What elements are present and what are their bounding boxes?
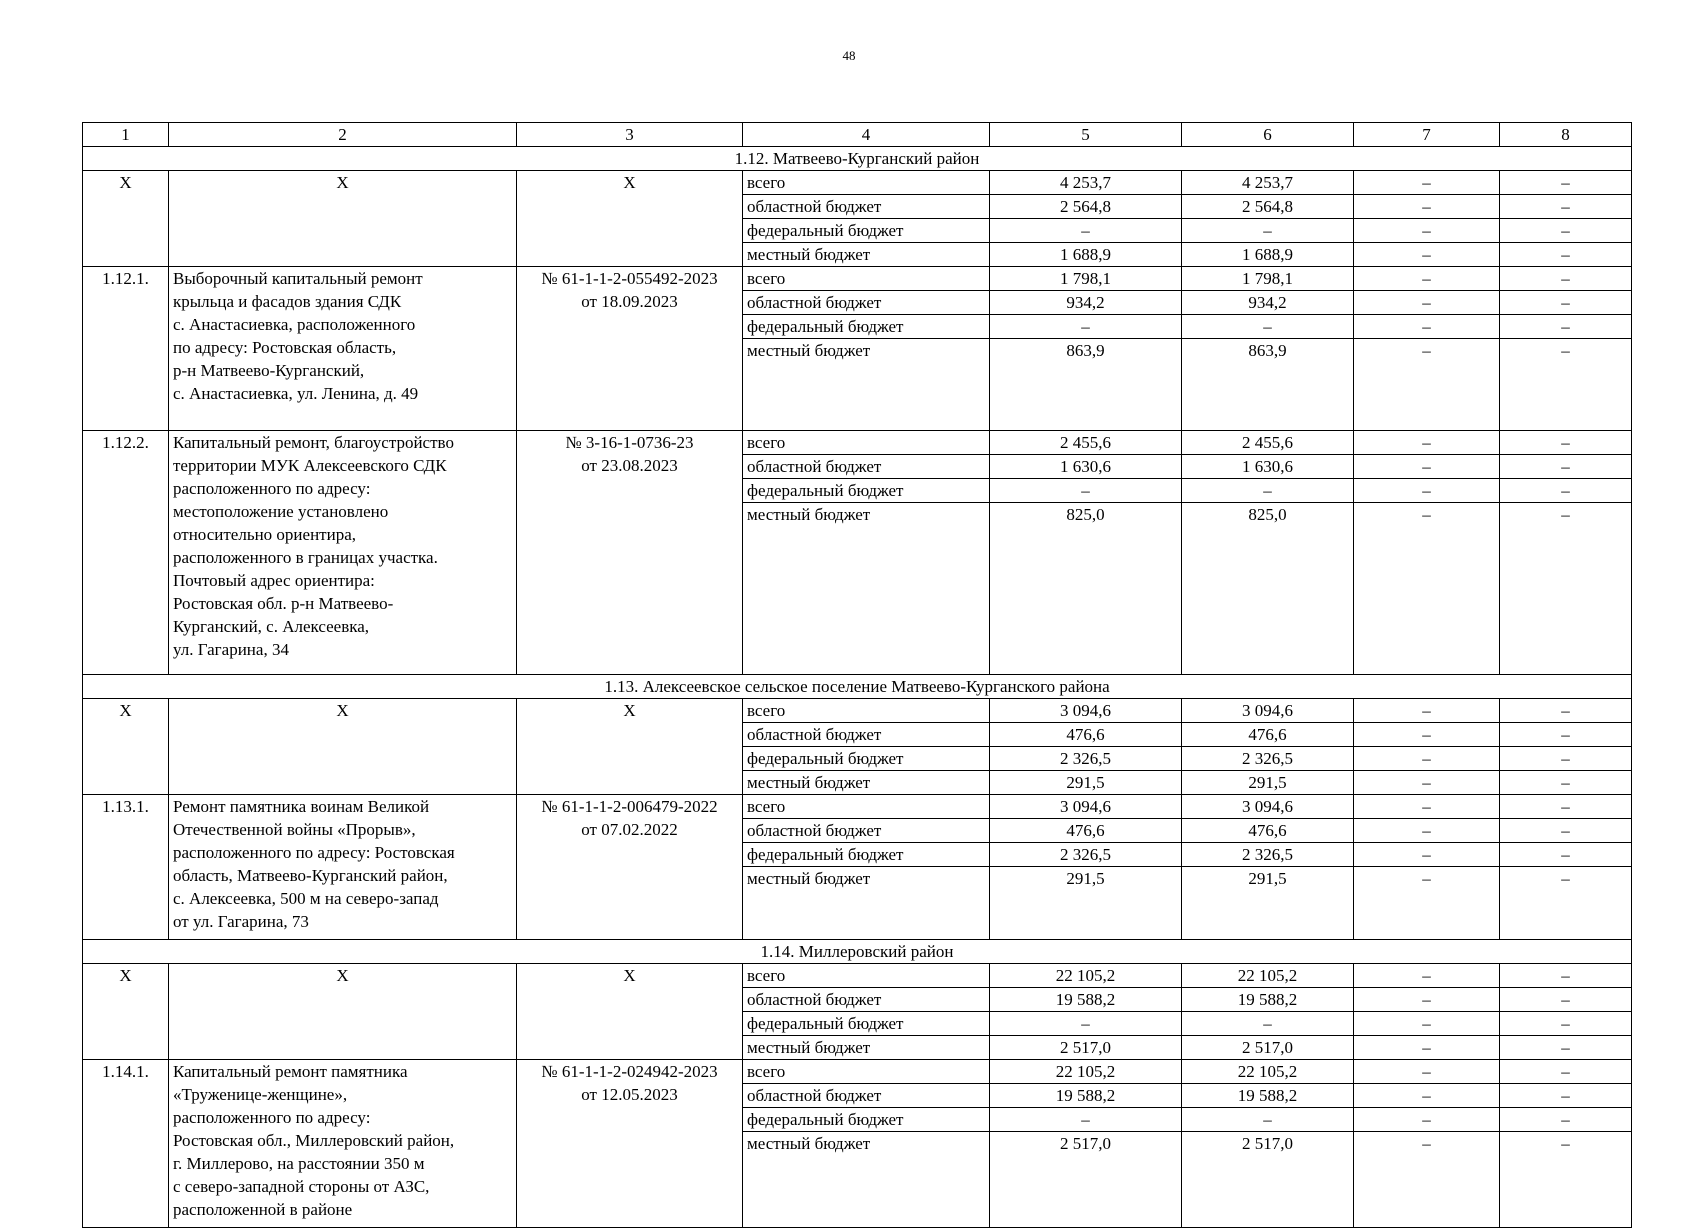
amount-cell: – xyxy=(1500,988,1632,1012)
section-title-row xyxy=(83,147,1632,171)
amount-cell: – xyxy=(1500,243,1632,267)
budget-source-label: местный бюджет xyxy=(743,503,990,675)
table-body xyxy=(83,123,1632,1228)
amount-cell: 3 094,6 xyxy=(1182,699,1354,723)
amount-cell: – xyxy=(1500,291,1632,315)
amount-cell: – xyxy=(1354,195,1500,219)
amount-cell: – xyxy=(1354,843,1500,867)
amount-cell: – xyxy=(1500,503,1632,675)
amount-cell: – xyxy=(1500,699,1632,723)
budget-source-label: областной бюджет xyxy=(743,723,990,747)
section-title: 1.12. Матвеево-Курганский район xyxy=(83,147,1632,171)
total-marker: X xyxy=(83,699,169,795)
item-number: 1.12.2. xyxy=(83,431,169,675)
amount-cell: 291,5 xyxy=(990,867,1182,940)
object-description: Выборочный капитальный ремонт крыльца и фасадов здания СДК с. Анастасиевка, расположенного по адресу: Ростовская область, р-н Матвеево-Курганский, с. Анастасиевка, ул. Ленина, д. 49 xyxy=(169,267,517,431)
amount-cell: 2 517,0 xyxy=(1182,1036,1354,1060)
amount-cell: – xyxy=(1500,315,1632,339)
budget-source-label: местный бюджет xyxy=(743,771,990,795)
amount-cell: – xyxy=(990,1108,1182,1132)
amount-cell: 2 326,5 xyxy=(990,843,1182,867)
column-number-row xyxy=(83,123,1632,147)
amount-cell: – xyxy=(1354,267,1500,291)
budget-source-label: областной бюджет xyxy=(743,195,990,219)
budget-source-label: всего xyxy=(743,964,990,988)
amount-cell: – xyxy=(1500,195,1632,219)
amount-cell: 1 798,1 xyxy=(990,267,1182,291)
budget-source-label: всего xyxy=(743,171,990,195)
amount-cell: 22 105,2 xyxy=(1182,964,1354,988)
amount-cell: – xyxy=(1354,867,1500,940)
amount-cell: – xyxy=(1500,339,1632,431)
amount-cell: 19 588,2 xyxy=(990,1084,1182,1108)
budget-source-label: местный бюджет xyxy=(743,867,990,940)
amount-cell: – xyxy=(1500,1036,1632,1060)
amount-cell: – xyxy=(1182,315,1354,339)
amount-cell: – xyxy=(1354,243,1500,267)
amount-cell: – xyxy=(1500,771,1632,795)
total-marker: X xyxy=(517,171,743,267)
amount-cell: 2 326,5 xyxy=(990,747,1182,771)
budget-source-label: областной бюджет xyxy=(743,1084,990,1108)
total-marker: X xyxy=(517,964,743,1060)
amount-cell: – xyxy=(1354,1132,1500,1228)
budget-source-label: местный бюджет xyxy=(743,1132,990,1228)
amount-cell: – xyxy=(1500,455,1632,479)
amount-cell: – xyxy=(1354,503,1500,675)
budget-source-label: всего xyxy=(743,1060,990,1084)
amount-cell: 2 455,6 xyxy=(990,431,1182,455)
amount-cell: 291,5 xyxy=(1182,771,1354,795)
amount-cell: 22 105,2 xyxy=(990,1060,1182,1084)
amount-cell: 825,0 xyxy=(990,503,1182,675)
total-marker: X xyxy=(83,171,169,267)
budget-source-label: местный бюджет xyxy=(743,1036,990,1060)
amount-cell: 1 630,6 xyxy=(990,455,1182,479)
section-title: 1.14. Миллеровский район xyxy=(83,940,1632,964)
object-row xyxy=(83,267,1632,291)
amount-cell: 19 588,2 xyxy=(1182,988,1354,1012)
amount-cell: – xyxy=(1354,1084,1500,1108)
amount-cell: – xyxy=(1354,455,1500,479)
budget-source-label: всего xyxy=(743,699,990,723)
amount-cell: 291,5 xyxy=(1182,867,1354,940)
budget-source-label: федеральный бюджет xyxy=(743,843,990,867)
object-row xyxy=(83,1060,1632,1084)
amount-cell: – xyxy=(1354,1012,1500,1036)
amount-cell: 1 630,6 xyxy=(1182,455,1354,479)
financing-table xyxy=(82,122,1632,1228)
budget-source-label: федеральный бюджет xyxy=(743,747,990,771)
section-title: 1.13. Алексеевское сельское поселение Матвеево-Курганского района xyxy=(83,675,1632,699)
amount-cell: 2 564,8 xyxy=(1182,195,1354,219)
amount-cell: 2 564,8 xyxy=(990,195,1182,219)
column-number: 7 xyxy=(1354,123,1500,147)
amount-cell: 934,2 xyxy=(1182,291,1354,315)
expert-conclusion: № 3-16-1-0736-23 от 23.08.2023 xyxy=(517,431,743,675)
amount-cell: – xyxy=(1354,964,1500,988)
budget-source-label: федеральный бюджет xyxy=(743,219,990,243)
object-description: Капитальный ремонт, благоустройство территории МУК Алексеевского СДК расположенного по адресу: местоположение установлено относительно ориентира, расположенного в границах участка. Почтовый адрес ориентира: Ростовская обл. р-н Матвеево- Курганский, с. Алексеевка, ул. Гагарина, 34 xyxy=(169,431,517,675)
amount-cell: 825,0 xyxy=(1182,503,1354,675)
section-title-row xyxy=(83,940,1632,964)
budget-source-label: местный бюджет xyxy=(743,243,990,267)
amount-cell: – xyxy=(1500,479,1632,503)
amount-cell: – xyxy=(1354,219,1500,243)
amount-cell: – xyxy=(1354,431,1500,455)
object-description: Ремонт памятника воинам Великой Отечественной войны «Прорыв», расположенного по адресу: Ростовская область, Матвеево-Курганский район, с. Алексеевка, 500 м на северо-запад от ул. Гагарина, 73 xyxy=(169,795,517,940)
amount-cell: – xyxy=(1500,723,1632,747)
page-number: 48 xyxy=(842,48,856,63)
amount-cell: – xyxy=(1182,219,1354,243)
amount-cell: – xyxy=(1354,747,1500,771)
amount-cell: – xyxy=(1354,1060,1500,1084)
budget-source-label: всего xyxy=(743,267,990,291)
column-number: 2 xyxy=(169,123,517,147)
amount-cell: – xyxy=(1500,1060,1632,1084)
object-row xyxy=(83,795,1632,819)
amount-cell: – xyxy=(1500,1084,1632,1108)
amount-cell: – xyxy=(1500,867,1632,940)
amount-cell: – xyxy=(1500,1108,1632,1132)
budget-source-label: областной бюджет xyxy=(743,291,990,315)
amount-cell: – xyxy=(1500,964,1632,988)
amount-cell: – xyxy=(1354,988,1500,1012)
amount-cell: – xyxy=(1500,219,1632,243)
amount-cell: – xyxy=(1354,339,1500,431)
amount-cell: – xyxy=(1354,771,1500,795)
budget-source-label: областной бюджет xyxy=(743,455,990,479)
amount-cell: 22 105,2 xyxy=(990,964,1182,988)
amount-cell: – xyxy=(1182,1012,1354,1036)
amount-cell: – xyxy=(1354,699,1500,723)
budget-source-label: федеральный бюджет xyxy=(743,315,990,339)
budget-source-label: федеральный бюджет xyxy=(743,1012,990,1036)
amount-cell: – xyxy=(1354,1108,1500,1132)
item-number: 1.14.1. xyxy=(83,1060,169,1228)
budget-source-label: всего xyxy=(743,431,990,455)
amount-cell: – xyxy=(1500,267,1632,291)
item-number: 1.12.1. xyxy=(83,267,169,431)
amount-cell: – xyxy=(1182,1108,1354,1132)
amount-cell: – xyxy=(1354,479,1500,503)
amount-cell: 19 588,2 xyxy=(1182,1084,1354,1108)
budget-source-label: областной бюджет xyxy=(743,988,990,1012)
amount-cell: – xyxy=(990,219,1182,243)
budget-source-label: федеральный бюджет xyxy=(743,479,990,503)
amount-cell: 1 688,9 xyxy=(1182,243,1354,267)
amount-cell: 291,5 xyxy=(990,771,1182,795)
amount-cell: 3 094,6 xyxy=(1182,795,1354,819)
amount-cell: – xyxy=(1500,1012,1632,1036)
amount-cell: 476,6 xyxy=(990,723,1182,747)
amount-cell: – xyxy=(1354,315,1500,339)
expert-conclusion: № 61-1-1-2-024942-2023 от 12.05.2023 xyxy=(517,1060,743,1228)
section-total-row xyxy=(83,964,1632,988)
amount-cell: 476,6 xyxy=(1182,819,1354,843)
section-title-row xyxy=(83,675,1632,699)
expert-conclusion: № 61-1-1-2-006479-2022 от 07.02.2022 xyxy=(517,795,743,940)
budget-source-label: федеральный бюджет xyxy=(743,1108,990,1132)
amount-cell: – xyxy=(1354,819,1500,843)
budget-source-label: местный бюджет xyxy=(743,339,990,431)
column-number: 4 xyxy=(743,123,990,147)
amount-cell: 3 094,6 xyxy=(990,699,1182,723)
amount-cell: 476,6 xyxy=(1182,723,1354,747)
amount-cell: 863,9 xyxy=(990,339,1182,431)
amount-cell: – xyxy=(1354,171,1500,195)
budget-source-label: всего xyxy=(743,795,990,819)
object-description: Капитальный ремонт памятника «Труженице-женщине», расположенного по адресу: Ростовская обл., Миллеровский район, г. Миллерово, на расстоянии 350 м с северо-западной стороны от АЗС, расположенной в районе xyxy=(169,1060,517,1228)
section-total-row xyxy=(83,699,1632,723)
column-number: 1 xyxy=(83,123,169,147)
amount-cell: 863,9 xyxy=(1182,339,1354,431)
total-marker: X xyxy=(83,964,169,1060)
amount-cell: 476,6 xyxy=(990,819,1182,843)
amount-cell: 1 798,1 xyxy=(1182,267,1354,291)
column-number: 5 xyxy=(990,123,1182,147)
amount-cell: 2 455,6 xyxy=(1182,431,1354,455)
amount-cell: – xyxy=(990,479,1182,503)
budget-source-label: областной бюджет xyxy=(743,819,990,843)
amount-cell: 4 253,7 xyxy=(990,171,1182,195)
amount-cell: 19 588,2 xyxy=(990,988,1182,1012)
total-marker: X xyxy=(517,699,743,795)
amount-cell: 2 517,0 xyxy=(990,1036,1182,1060)
amount-cell: – xyxy=(1500,819,1632,843)
amount-cell: 4 253,7 xyxy=(1182,171,1354,195)
amount-cell: 2 517,0 xyxy=(990,1132,1182,1228)
amount-cell: – xyxy=(1354,291,1500,315)
column-number: 6 xyxy=(1182,123,1354,147)
amount-cell: 22 105,2 xyxy=(1182,1060,1354,1084)
amount-cell: – xyxy=(1354,1036,1500,1060)
amount-cell: 2 326,5 xyxy=(1182,843,1354,867)
amount-cell: 1 688,9 xyxy=(990,243,1182,267)
amount-cell: – xyxy=(1354,795,1500,819)
amount-cell: – xyxy=(1354,723,1500,747)
column-number: 8 xyxy=(1500,123,1632,147)
expert-conclusion: № 61-1-1-2-055492-2023 от 18.09.2023 xyxy=(517,267,743,431)
amount-cell: – xyxy=(990,315,1182,339)
amount-cell: 2 517,0 xyxy=(1182,1132,1354,1228)
amount-cell: – xyxy=(1182,479,1354,503)
total-marker: X xyxy=(169,699,517,795)
column-number: 3 xyxy=(517,123,743,147)
object-row xyxy=(83,431,1632,455)
amount-cell: – xyxy=(1500,747,1632,771)
amount-cell: – xyxy=(1500,843,1632,867)
amount-cell: – xyxy=(990,1012,1182,1036)
item-number: 1.13.1. xyxy=(83,795,169,940)
amount-cell: 934,2 xyxy=(990,291,1182,315)
amount-cell: – xyxy=(1500,1132,1632,1228)
amount-cell: 2 326,5 xyxy=(1182,747,1354,771)
total-marker: X xyxy=(169,964,517,1060)
amount-cell: – xyxy=(1500,171,1632,195)
section-total-row xyxy=(83,171,1632,195)
total-marker: X xyxy=(169,171,517,267)
amount-cell: – xyxy=(1500,795,1632,819)
amount-cell: 3 094,6 xyxy=(990,795,1182,819)
amount-cell: – xyxy=(1500,431,1632,455)
